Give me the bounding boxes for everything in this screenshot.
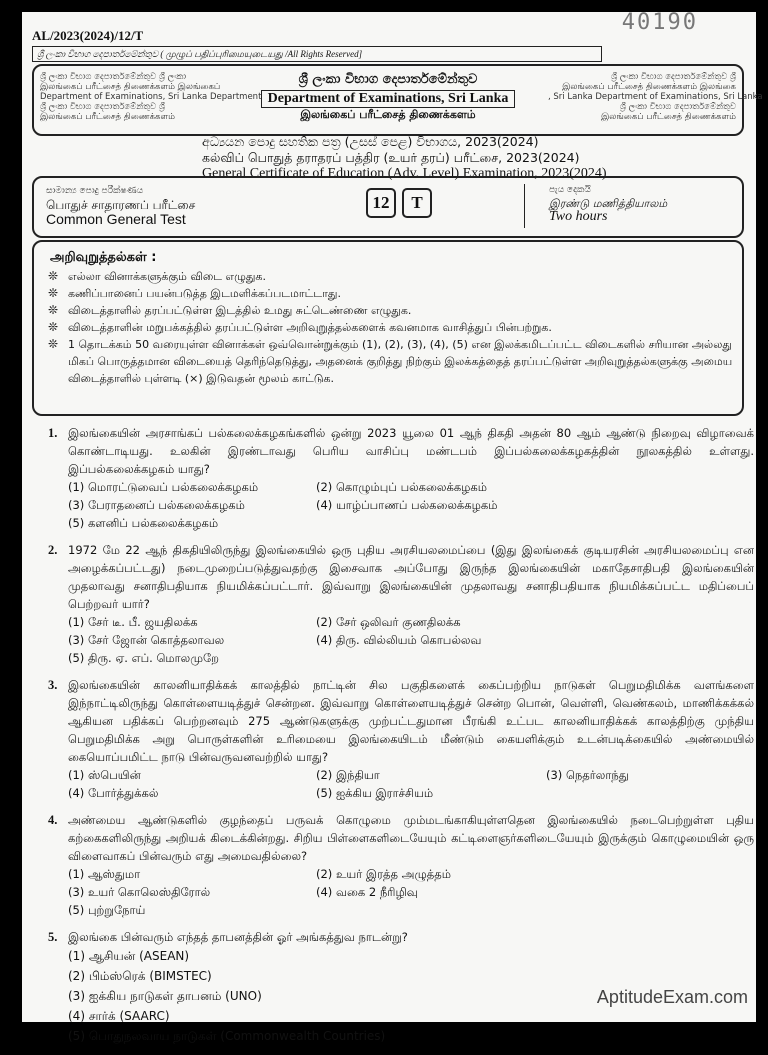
header-side-left: ශ්‍රී ලංකා විභාග දෙපාර්තමේන්තුව ශ්‍රී ලංකා இலங்கைப் பரீட்சைத் திணைக்களம் இலங்கைப் Department of Examinations, Sri Lanka Department ශ්‍රී ලංකා විභාග දෙපාර්තමේන්තුව ශ්‍රී இலங்கைப் பரீட்சைத் திணைக்களம் [40,72,262,122]
option[interactable]: (5) களனிப் பல்கலைக்கழகம் [68,516,219,530]
department-header [32,64,763,136]
question-number: 2. [48,543,58,557]
option[interactable]: (2) பிம்ஸ்ரெக் (BIMSTEC) [68,969,212,983]
option[interactable]: (1) மொரட்டுவைப் பல்கலைக்கழகம் [68,480,259,494]
duration: පැය දෙකයි இரண்டு மணித்தியாலம் Two hours [524,184,761,228]
option[interactable]: (5) ஐக்கிய இராச்சியம் [316,786,434,800]
question-3 [48,676,754,802]
instruction-item: ❊ கணிப்பானைப் பயன்படுத்த இடமளிக்கப்படமாட்டாது. [48,286,341,300]
option[interactable]: (4) யாழ்ப்பாணப் பல்கலைக்கழகம் [316,498,498,512]
questions [48,424,754,1055]
option[interactable]: (1) ஸ்பெயின் [68,768,141,782]
serial-number: 40190 [621,10,698,35]
option[interactable]: (4) திரு. வில்லியம் கொபல்லவ [316,633,482,647]
exam-page [22,10,763,1043]
question-number: 5. [48,930,58,944]
subject-code [366,188,438,218]
option[interactable]: (2) சேர் ஒலிவர் குணதிலக்க [316,615,461,629]
option[interactable]: (3) நெதர்லாந்து [546,768,629,782]
question-options [68,478,754,532]
option[interactable]: (2) கொழும்புப் பல்கலைக்கழகம் [316,480,488,494]
subject-name: සාමාන්‍ය පොදු පරීක්ෂණය பொதுச் சாதாரணப் பரீட்சை Common General Test [46,186,196,227]
question-number: 4. [48,813,58,827]
instruction-item: ❊ எல்லா வினாக்களுக்கும் விடை எழுதுக. [48,269,266,283]
subject-code-number: 12 [366,188,396,218]
option[interactable]: (4) போர்த்துக்கல் [68,786,159,800]
question-number: 1. [48,426,58,440]
option[interactable]: (5) திரு. ஏ. எப். மொலமுறே [68,651,219,665]
question-text: இலங்கை பின்வரும் எந்தத் தாபனத்தின் ஓர் அங்கத்துவ நாடன்று? [68,930,408,944]
option[interactable]: (5) பொதுநலவாய நாடுகள் (Commonwealth Countries) [68,1029,386,1043]
asterisk-icon: ❊ [48,303,59,317]
instruction-item: ❊ விடைத்தாளின் மறுபக்கத்தில் தரப்பட்டுள்ள அறிவுறுத்தல்களைக் கவனமாக வாசித்துப் பின்பற்றுக. [48,320,552,334]
question-number: 3. [48,678,58,692]
instructions-list [46,268,736,387]
instruction-item: ❊ விடைத்தாளில் தரப்பட்டுள்ள இடத்தில் உமது சுட்டெண்ணை எழுதுக. [48,303,412,317]
question-2 [48,541,754,667]
question-1 [48,424,754,532]
option[interactable]: (1) ஆஸ்துமா [68,867,141,881]
instructions-box [32,240,744,416]
watermark: AptitudeExam.com [596,987,748,1007]
exam-title: අධ්‍යයන පොදු සහතික පත්‍ර (උසස් පෙළ) විභාගය, 2023(2024) கல்விப் பொதுத் தராதரப் பத்திர (உயர் தரப்) பரீட்சை, 2023(2024) General Certificate of Education (Adv. Level) Examination, 2023(2024) [202,134,607,181]
option[interactable]: (3) பேராதனைப் பல்கலைக்கழகம் [68,498,245,512]
option[interactable]: (2) இந்தியா [316,768,380,782]
option[interactable]: (2) உயர் இரத்த அழுத்தம் [316,867,451,881]
question-text: 1972 மே 22 ஆந் திகதியிலிருந்து இலங்கையில் ஒரு புதிய அரசியலமைப்பை (இது இலங்கைக் குடியரசின் அரசியலமைப்பு என அழைக்கப்பட்டது) நடைமுறைப்படுத்துவதற்கு இசைவாக அப்போது இருந்த இலங்கையின் மகாதேசாதிபதி இலங்கையின் முதலாவது சனாதிபதியாக நியமிக்கப்பட்டார். இவ்வாறு இலங்கையின் முதலாவது சனாதிபதியாக நியமிக்கப்பட்ட மதிப்பைப் பெற்றவர் யார்? [68,543,754,611]
instructions-title: அறிவுறுத்தல்கள் : [50,250,157,265]
asterisk-icon: ❊ [48,286,59,300]
asterisk-icon: ❊ [48,269,59,283]
instruction-item: ❊ 1 தொடக்கம் 50 வரையுள்ள வினாக்கள் ஒவ்வொன்றுக்கும் (1), (2), (3), (4), (5) என இலக்கமிடப்பட்ட விடைகளில் சரியான அல்லது மிகப் பொருத்தமான விடையைத் தெரிந்தெடுத்து, அதனைக் குறித்து நிற்கும் இலக்கத்தைத் தரப்பட்டுள்ள அறிவுறுத்தல்களுக்கு அமைய விடைத்தாளில் புள்ளடி (×) இடுவதன் மூலம் காட்டுக. [48,337,733,385]
header-side-right: ශ්‍රී ලංකා විභාග දෙපාර්තමේන්තුව ශ්‍රී இலங்கைப் பரீட்சைத் திணைக்களம் இலங்கை , Sri Lanka Department of Examinations, Sri Lanka ශ්‍රී ලංකා විභාග දෙපාර්තමේන්තුව இலங்கைப் பரீட்சைத் திணைக்களம் [548,72,763,122]
option[interactable]: (4) வகை 2 நீரிழிவு [316,885,418,899]
department-name: ශ්‍රී ලංකා විභාග දෙපාර්තමේන්තුව Department of Examinations, Sri Lanka இலங்கைப் பரீட்சைத் திணைக்களம் [244,72,532,123]
subject-code-letter: T [402,188,432,218]
asterisk-icon: ❊ [48,337,59,351]
question-text: அண்மைய ஆண்டுகளில் குழந்தைப் பருவக் கொழுமை மும்மடங்காகியுள்ளதென இலங்கையில் நடைபெற்றுள்ள புதிய கற்கைகளிலிருந்து அறியக் கிடைக்கின்றது. சிறிய பிள்ளைகளிடையேயும் கட்டிளைஞர்களிடையேயும் இருக்கும் கொழுமையின் ஒரு விளைவாகப் பின்வரும் எது அமைவதில்லை? [68,813,754,863]
subject-box [32,176,744,238]
option[interactable]: (5) புற்றுநோய் [68,903,146,917]
question-options [68,613,754,667]
asterisk-icon: ❊ [48,320,59,334]
question-text: இலங்கையின் அரசாங்கப் பல்கலைக்கழகங்களில் ஒன்று 2023 யூலை 01 ஆந் திகதி அதன் 80 ஆம் ஆண்டு நிறைவு விழாவைக் கொண்டாடியது. உலகின் இரண்டாவது பெரிய வாசிப்பு மண்டபம் இப்பல்கலைக்கழகத்தின் நூலகத்தில் உள்ளது. இப்பல்கலைக்கழகம் யாது? [68,426,754,476]
rights-notice: ශ්‍රී ලංකා විභාග දෙපාර්තමේන්තුව ( முழுப் பதிப்புரிமையுடையது /All Rights Reserved] [32,46,602,62]
option[interactable]: (4) சார்க் (SAARC) [68,1009,170,1023]
question-text: இலங்கையின் காலனியாதிக்கக் காலத்தில் நாட்டின் சில பகுதிகளைக் கைப்பற்றிய நாடுகள் பெறுமதிமிக்க வளங்களை இந்நாட்டிலிருந்து கொள்ளையடித்துச் சென்றன. இவ்வாறு கொள்ளையடித்துச் சென்ற பொன், வெள்ளி, வெண்கலம், மாணிக்கக்கல் ஆகியன பதிக்கப் பெற்றனவும் 275 ஆண்டுகளுக்கு முற்பட்டதுமான பீரங்கி உட்பட காலனியாதிக்கக் காலத்திற்கு முந்திய பெறுமதிமிக்க அறு பொருள்களின் உரிமையை இலங்கையிடம் மீண்டும் கையளிக்கும் உடன்படிக்கையில் அண்மையில் கையொப்பமிட்ட நாடு பின்வருவனவற்றில் யாது? [68,678,754,764]
paper-code: AL/2023(2024)/12/T [32,28,144,43]
question-4 [48,811,754,919]
option[interactable]: (1) சேர் டீ. பீ. ஜயதிலக்க [68,615,198,629]
option[interactable]: (3) சேர் ஜோன் கொத்தலாவல [68,633,225,647]
option[interactable]: (1) ஆசியன் (ASEAN) [68,949,190,963]
question-options [68,865,754,919]
option[interactable]: (3) உயர் கொலெஸ்திரோல் [68,885,211,899]
option[interactable]: (3) ஐக்கிய நாடுகள் தாபனம் (UNO) [68,989,262,1003]
question-options [68,766,754,802]
